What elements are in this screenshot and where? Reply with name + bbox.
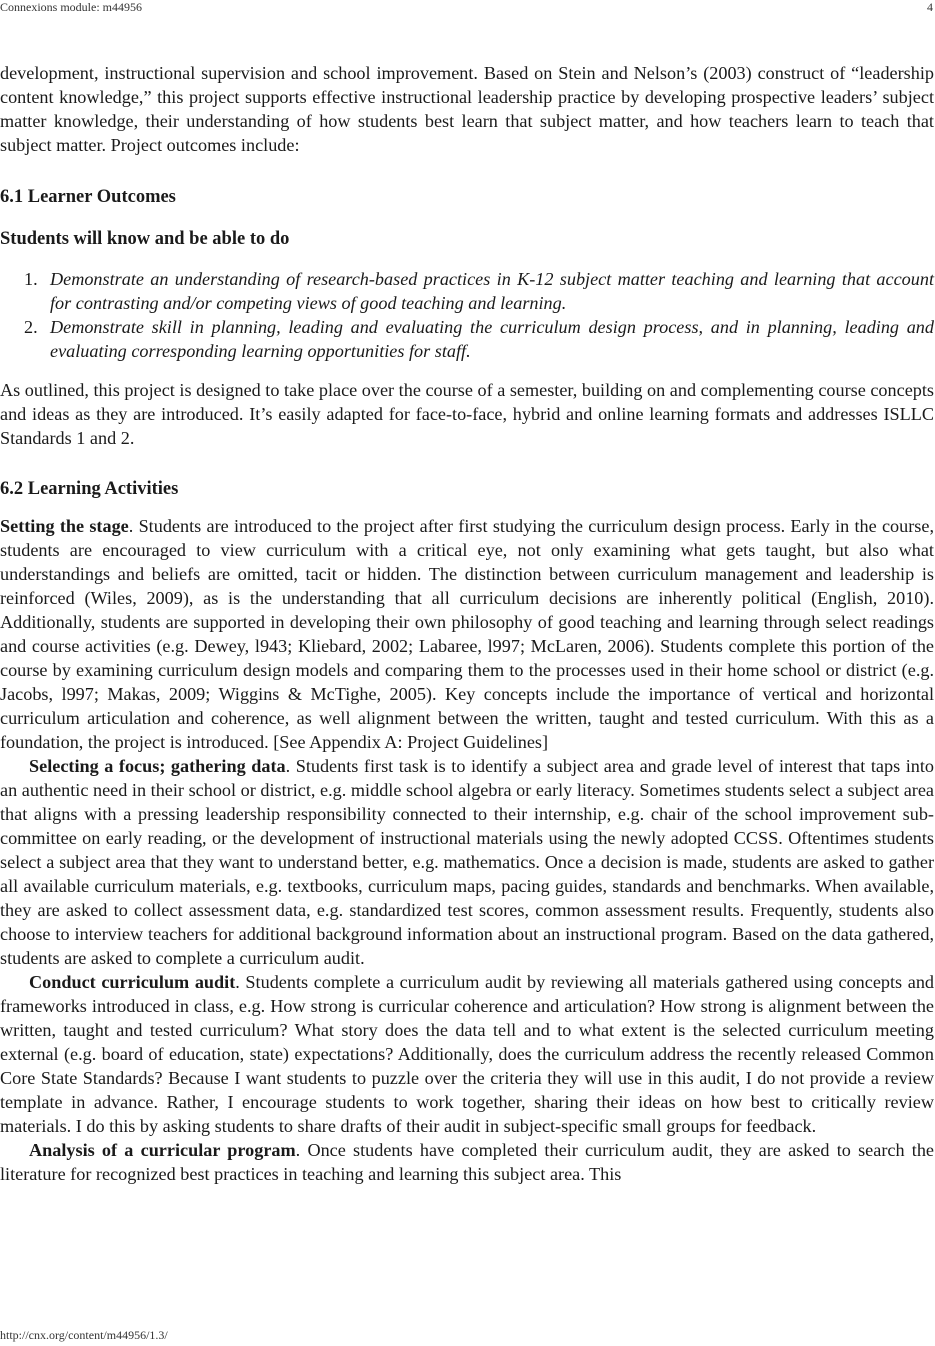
list-item-number: 2. xyxy=(24,317,38,337)
list-item xyxy=(0,267,934,315)
section-subheading-students-will-know: Students will know and be able to do xyxy=(0,229,290,249)
intro-paragraph: development, instructional supervision and school improvement. Based on Stein and Nelson’s (2003) construct of “leadership content knowledge,” this project supports effective instructional leadership practice by developing prospective leaders’ subject matter knowledge, their understanding of how students best learn that subject matter, and how teachers learn to teach that subject matter. Project outcomes include: xyxy=(0,63,934,155)
activity-text: . Students are introduced to the project after first studying the curriculum design process. Early in the course, students are encouraged to view curriculum with a critical eye, not only examining what gets taught, but also what understandings and beliefs are omitted, tacit or hidden. The distinction between curriculum management and leadership is reinforced (Wiles, 2009), as is the understanding that all curriculum decisions are inherently political (English, 2010). Additionally, students are supported in developing their own philosophy of good teaching and learning through select readings and course activities (e.g. Dewey, l943; Kliebard, 2002; Labaree, l997; McLaren, 2006). Students complete this portion of the course by examining curriculum design models and comparing them to the processes used in their home school or district (e.g. Jacobs, l997; Makas, 2009; Wiggins & McTighe, 2005). Key concepts include the importance of vertical and horizontal curriculum articulation and coherence, as well alignment between the written, taught and tested curriculum. With this as a foundation, the project is introduced. [See Appendix A: Project Guidelines] xyxy=(0,516,935,752)
running-header xyxy=(0,0,935,14)
module-label: Connexions module: m44956 xyxy=(0,0,142,14)
activity-paragraph-setting-the-stage xyxy=(0,514,934,754)
footer-url: http://cnx.org/content/m44956/1.3/ xyxy=(0,1328,168,1342)
activity-text: . Students first task is to identify a subject area and grade level of interest that taps into an authentic need in their school or district, e.g. middle school algebra or early literacy. Sometimes students select a subject area that aligns with a pressing leadership responsibility connected to their internship, e.g. chair of the school improvement sub-committee on early reading, or the development of instructional materials using the newly adopted CCSS. Oftentimes students select a subject area that they want to understand better, e.g. mathematics. Once a decision is made, students are asked to gather all available curriculum materials, e.g. textbooks, curriculum maps, pacing guides, standards and benchmarks. When available, they are asked to collect assessment data, e.g. standardized test scores, common assessment results. Frequently, students also choose to interview teachers for additional background information about an instructional program. Based on the data gathered, students are asked to complete a curriculum audit. xyxy=(0,756,935,968)
activity-text: . Students complete a curriculum audit by reviewing all materials gathered using concepts and frameworks introduced in class, e.g. How strong is curricular coherence and articulation? How strong is alignment between the written, taught and tested curriculum? What story does the data tell and to what extent is the selected curriculum meeting external (e.g. board of education, state) expectations? Additionally, does the curriculum address the recently released Common Core State Standards? Because I want students to puzzle over the criteria they will use in this audit, I do not provide a review template in advance. Rather, I encourage students to work together, sharing their ideas on how best to critically review materials. I do this by asking students to share drafts of their audit in subject-specific small groups for feedback. xyxy=(0,972,935,1136)
page-content xyxy=(0,61,934,1186)
activity-lead: Setting the stage xyxy=(0,516,129,536)
page-number: 4 xyxy=(927,0,933,14)
activity-lead: Conduct curriculum audit xyxy=(29,972,236,992)
outcomes-closing-paragraph: As outlined, this project is designed to take place over the course of a semester, building on and complementing course concepts and ideas as they are introduced. It’s easily adapted for face-to-face, hybrid and online learning formats and addresses ISLLC Standards 1 and 2. xyxy=(0,380,934,448)
section-heading-learner-outcomes: 6.1 Learner Outcomes xyxy=(0,187,176,207)
activity-lead: Selecting a focus; gathering data xyxy=(29,756,286,776)
activity-text: . Once students have completed their curriculum audit, they are asked to search the literature for recognized best practices in teaching and learning this subject area. This xyxy=(0,1140,934,1184)
list-item-number: 1. xyxy=(24,269,38,289)
list-item-text: Demonstrate skill in planning, leading and evaluating the curriculum design process, and in planning, leading and evaluating corresponding learning opportunities for staff. xyxy=(50,317,934,361)
activity-paragraph-analysis xyxy=(0,1138,934,1186)
list-item xyxy=(0,315,934,363)
section-heading-learning-activities: 6.2 Learning Activities xyxy=(0,479,179,499)
list-item-text: Demonstrate an understanding of research-based practices in K-12 subject matter teaching and learning that account for contrasting and/or competing views of good teaching and learning. xyxy=(50,269,934,313)
activity-paragraph-curriculum-audit xyxy=(0,970,934,1138)
activity-paragraph-selecting-focus xyxy=(0,754,934,970)
outcomes-list xyxy=(0,267,934,363)
activity-lead: Analysis of a curricular program xyxy=(29,1140,296,1160)
